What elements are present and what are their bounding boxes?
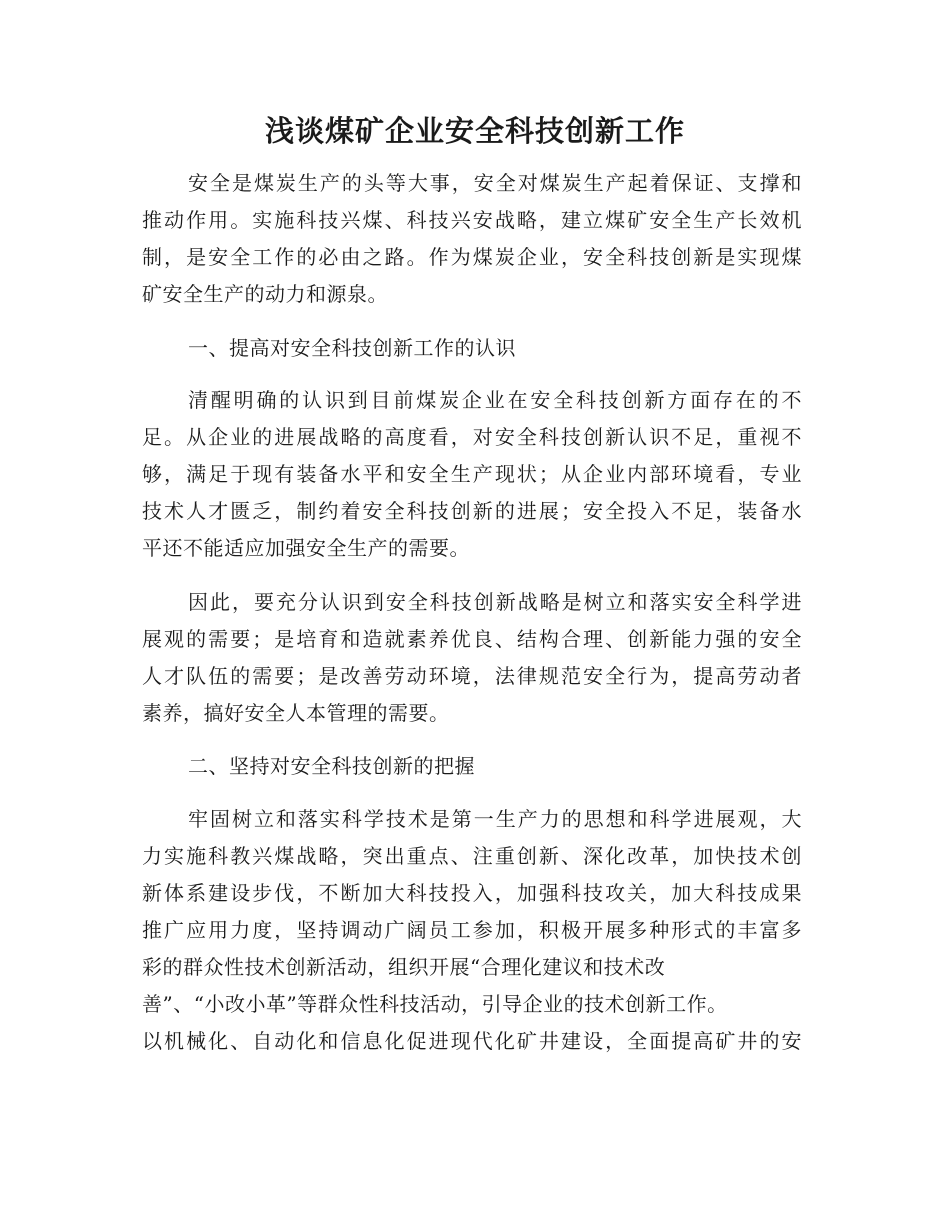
paragraph-line: 平还不能适应加强安全生产的需要。 — [142, 536, 470, 560]
paragraph-line: 安全是煤炭生产的头等大事，安全对煤炭生产起着保证、支撑和 — [188, 171, 802, 195]
paragraph-line: 推广应用力度，坚持调动广阔员工参加，积极开展多种形式的丰富多 — [142, 918, 802, 942]
paragraph-line: 够，满足于现有装备水平和安全生产现状；从企业内部环境看，专业 — [142, 462, 802, 486]
paragraph-line: 技术人才匮乏，制约着安全科技创新的进展；安全投入不足，装备水 — [142, 499, 802, 523]
section-heading: 二、坚持对安全科技创新的把握 — [188, 754, 475, 778]
paragraph-line: 展观的需要；是培育和造就素养优良、结构合理、创新能力强的安全 — [142, 627, 802, 651]
paragraph-line: 推动作用。实施科技兴煤、科技兴安战略，建立煤矿安全生产长效机 — [142, 208, 802, 232]
paragraph-line: 彩的群众性技术创新活动，组织开展“合理化建议和技术改 — [142, 955, 666, 979]
paragraph-line: 新体系建设步伐，不断加大科技投入，加强科技攻关，加大科技成果 — [142, 881, 802, 905]
paragraph-line: 因此，要充分认识到安全科技创新战略是树立和落实安全科学进 — [188, 590, 802, 614]
paragraph-line: 制，是安全工作的必由之路。作为煤炭企业，安全科技创新是实现煤 — [142, 245, 802, 269]
paragraph-line: 清醒明确的认识到目前煤炭企业在安全科技创新方面存在的不 — [188, 388, 802, 412]
paragraph-line: 善”、“小改小革”等群众性科技活动，引导企业的技术创新工作。 — [142, 992, 728, 1016]
paragraph-line: 矿安全生产的动力和源泉。 — [142, 282, 388, 306]
section-heading: 一、提高对安全科技创新工作的认识 — [188, 336, 516, 360]
document-title: 浅谈煤矿企业安全科技创新工作 — [264, 114, 685, 148]
paragraph-line: 人才队伍的需要；是改善劳动环境，法律规范安全行为，提高劳动者 — [142, 664, 802, 688]
paragraph-line: 足。从企业的进展战略的高度看，对安全科技创新认识不足，重视不 — [142, 425, 802, 449]
paragraph-line: 素养，搞好安全人本管理的需要。 — [142, 701, 450, 725]
paragraph-line: 力实施科教兴煤战略，突出重点、注重创新、深化改革，加快技术创 — [142, 844, 802, 868]
paragraph-line: 以机械化、自动化和信息化促进现代化矿井建设，全面提高矿井的安 — [142, 1029, 802, 1053]
paragraph-line: 牢固树立和落实科学技术是第一生产力的思想和科学进展观，大 — [188, 807, 802, 831]
